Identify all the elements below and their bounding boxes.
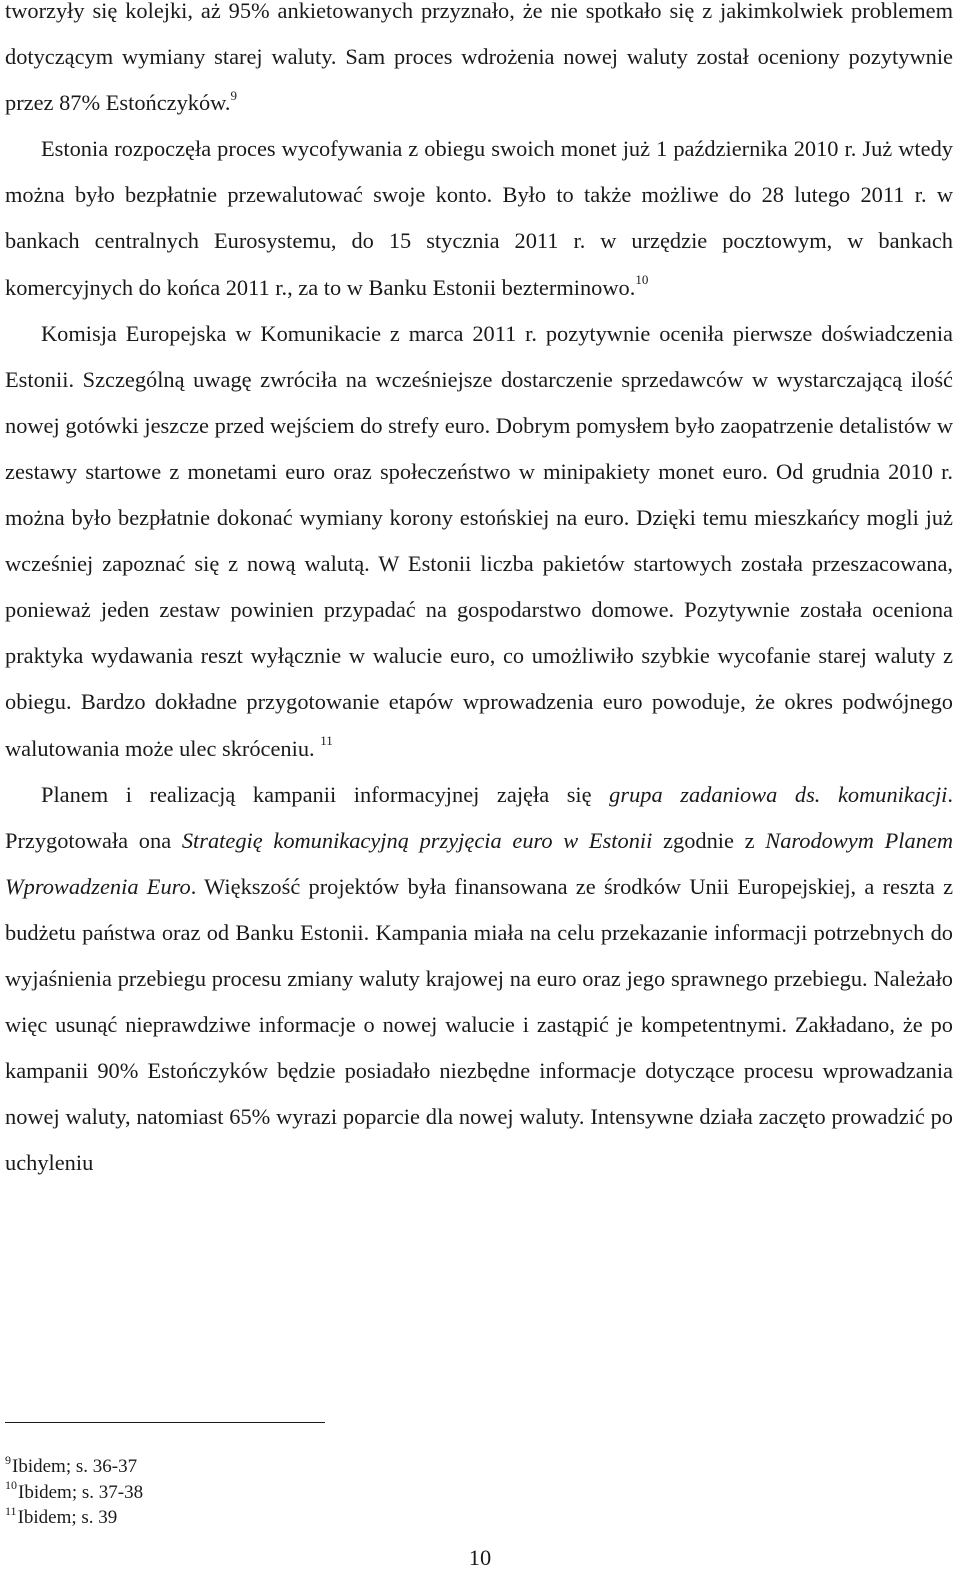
footnote-ref-10: 10 — [635, 272, 649, 288]
footnote-number: 10 — [5, 1478, 17, 1493]
footnote-11 — [5, 1505, 953, 1531]
page-number: 10 — [468, 1545, 492, 1570]
footnote-ref-11: 11 — [320, 733, 333, 749]
paragraph-1 — [5, 0, 953, 126]
paragraph-4-text-3: zgodnie z — [652, 827, 766, 853]
paragraph-2-text: Estonia rozpoczęła proces wycofywania z obiegu swoich monet już 1 października 2010 r. Już wtedy można było bezpłatnie przewalutować swoje konto. Było to także możliwe do 28 lutego 2011 r. w bankach centralnych Eurosystemu, do 15 stycznia 2011 r. w urzędzie pocztowym, w bankach komercyjnych do końca 2011 r., za to w Banku Estonii bezterminowo. — [5, 136, 953, 300]
italic-national-plan: Narodowym Planem Wprowadzenia Euro — [5, 827, 953, 899]
footnote-separator — [5, 1422, 325, 1423]
paragraph-4-text-4: . Większość projektów była finansowana ze środków Unii Europejskiej, a reszta z budżetu państwa oraz od Banku Estonii. Kampania miała na celu przekazanie informacji potrzebnych do wyjaśnienia przebiegu procesu zmiany waluty krajowej na euro oraz jego sprawnego przebiegu. Należało więc usunąć nieprawdziwe informacje o nowej walucie i zastąpić je kompetentnymi. Zakładano, że po kampanii 90% Estończyków będzie posiadało niezbędne informacje dotyczące procesu wprowadzania nowej waluty, natomiast 65% wyrazi poparcie dla nowej waluty. Intensywne działa zaczęto prowadzić po uchyleniu — [5, 873, 954, 1176]
footnote-number: 9 — [5, 1452, 11, 1467]
footnotes — [5, 1454, 953, 1531]
paragraph-3 — [5, 311, 953, 772]
footnote-10 — [5, 1480, 953, 1506]
paragraph-1-text: tworzyły się kolejki, aż 95% ankietowanych przyznało, że nie spotkało się z jakimkolwiek problemem dotyczącym wymiany starej waluty. Sam proces wdrożenia nowej waluty został oceniony pozytywnie przez 87% Estończyków. — [5, 0, 953, 116]
italic-task-group: grupa zadaniowa ds. komunikacji — [609, 781, 948, 807]
document-body — [5, 0, 953, 1186]
paragraph-4 — [5, 772, 953, 1187]
footnote-9 — [5, 1454, 953, 1480]
footnote-text: Ibidem; s. 39 — [17, 1507, 118, 1528]
paragraph-4-text-1: Planem i realizacją kampanii informacyjnej zajęła się — [41, 781, 610, 807]
paragraph-4-text-2: . Przygotowała ona — [5, 781, 953, 853]
paragraph-3-text: Komisja Europejska w Komunikacie z marca 2011 r. pozytywnie oceniła pierwsze doświadczenia Estonii. Szczególną uwagę zwróciła na wcześniejsze dostarczenie sprzedawców w wystarczającą ilość nowej gotówki jeszcze przed wejściem do strefy euro. Dobrym pomysłem było zaopatrzenie detalistów w zestawy startowe z monetami euro oraz społeczeństwo w minipakiety monet euro. Od grudnia 2010 r. można było bezpłatnie dokonać wymiany korony estońskiej na euro. Dzięki temu mieszkańcy mogli już wcześniej zapoznać się z nową walutą. W Estonii liczba pakietów startowych została przeszacowana, ponieważ jeden zestaw powinien przypadać na gospodarstwo domowe. Pozytywnie została oceniona praktyka wydawania reszt wyłącznie w walucie euro, co umożliwiło szybkie wycofanie starej waluty z obiegu. Bardzo dokładne przygotowanie etapów wprowadzenia euro powoduje, że okres podwójnego walutowania może ulec skróceniu. — [5, 320, 953, 761]
footnote-text: Ibidem; s. 37-38 — [18, 1481, 144, 1503]
paragraph-2 — [5, 126, 953, 310]
footnote-ref-9: 9 — [230, 87, 237, 103]
footnote-text: Ibidem; s. 36-37 — [12, 1456, 138, 1477]
italic-strategy-title: Strategię komunikacyjną przyjęcia euro w Estonii — [181, 827, 653, 853]
footnote-number: 11 — [5, 1503, 17, 1518]
